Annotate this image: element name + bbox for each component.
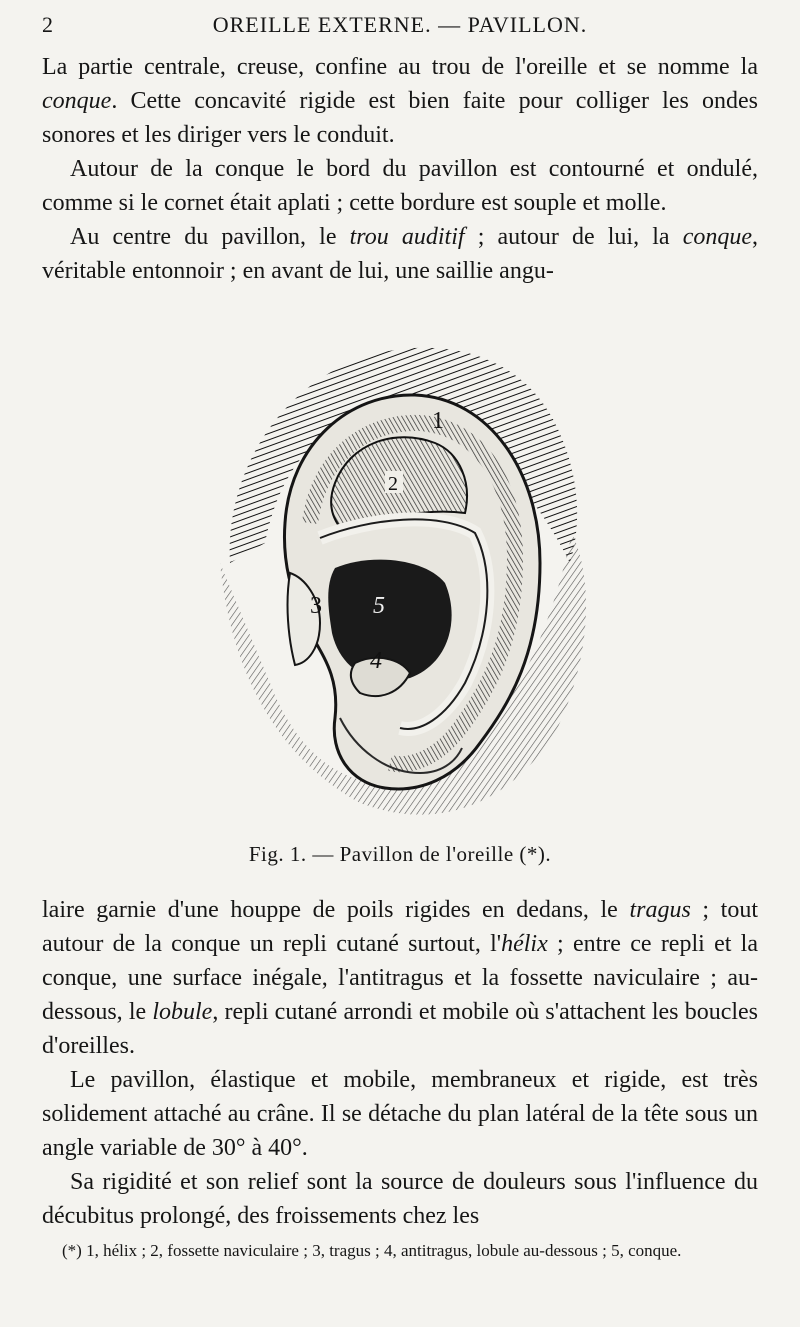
italic-term: conque [42, 88, 112, 114]
page-number: 2 [42, 12, 54, 37]
footnote-text: (*) 1, hélix ; 2, fossette naviculaire ; 3, tragus ; 4, antitragus, lobule au-dessous ; 5, conque. [62, 1241, 682, 1260]
ear-engraving [210, 333, 600, 828]
body-text-bottom [42, 893, 758, 1233]
label-concha: 5 [373, 593, 385, 619]
italic-term: hélix [501, 931, 548, 957]
label-tragus: 3 [310, 593, 322, 619]
label-antitragus: 4 [370, 648, 382, 674]
text-run: , véritable entonnoir ; en avant de lui, une saillie angu- [42, 224, 758, 284]
text-run: La partie centrale, creuse, confine au trou de l'oreille et se nomme la [42, 54, 758, 80]
footnote [42, 1238, 758, 1263]
text-run: , repli cutané arrondi et mobile où s'attachent les boucles d'oreilles. [42, 999, 759, 1059]
text-run: . Cette concavité rigide est bien faite pour colliger les ondes sonores et les diriger vers le conduit. [42, 88, 758, 148]
italic-term: trou auditif [349, 224, 465, 250]
text-run: ; entre ce repli et la conque, une surface inégale, l'antitragus et la fossette naviculaire ; au-dessous, le [42, 931, 758, 1025]
italic-term: lobule [152, 999, 213, 1025]
label-helix: 1 [432, 408, 444, 434]
text-run: Au centre du pavillon, le [70, 224, 350, 250]
paragraph [42, 893, 758, 1063]
text-run: ; tout autour de la conque un repli cutané surtout, l' [42, 897, 758, 957]
label-fossa: 2 [388, 473, 398, 495]
italic-term: conque [682, 224, 752, 250]
body-text-top [42, 50, 758, 288]
running-title: OREILLE EXTERNE. — PAVILLON. [212, 12, 588, 37]
paragraph: Sa rigidité et son relief sont la source de douleurs sous l'influence du décubitus prolongé, des froissements chez les [42, 1169, 758, 1229]
page-header [42, 12, 758, 42]
text-run: laire garnie d'une houppe de poils rigides en dedans, le [42, 897, 630, 923]
paragraph: Le pavillon, élastique et mobile, membraneux et rigide, est très solidement attaché au crâne. Il se détache du plan latéral de la tête sous un angle variable de 30° à 40°. [42, 1067, 758, 1161]
paragraph [42, 220, 758, 288]
ear-illustration [210, 333, 600, 828]
text-run: ; autour de lui, la [464, 224, 683, 250]
paragraph [42, 50, 758, 152]
paragraph: Autour de la conque le bord du pavillon est contourné et ondulé, comme si le cornet était aplati ; cette bordure est souple et molle. [42, 156, 758, 216]
italic-term: tragus [629, 897, 691, 923]
figure-caption: Fig. 1. — Pavillon de l'oreille (*). [248, 842, 552, 866]
